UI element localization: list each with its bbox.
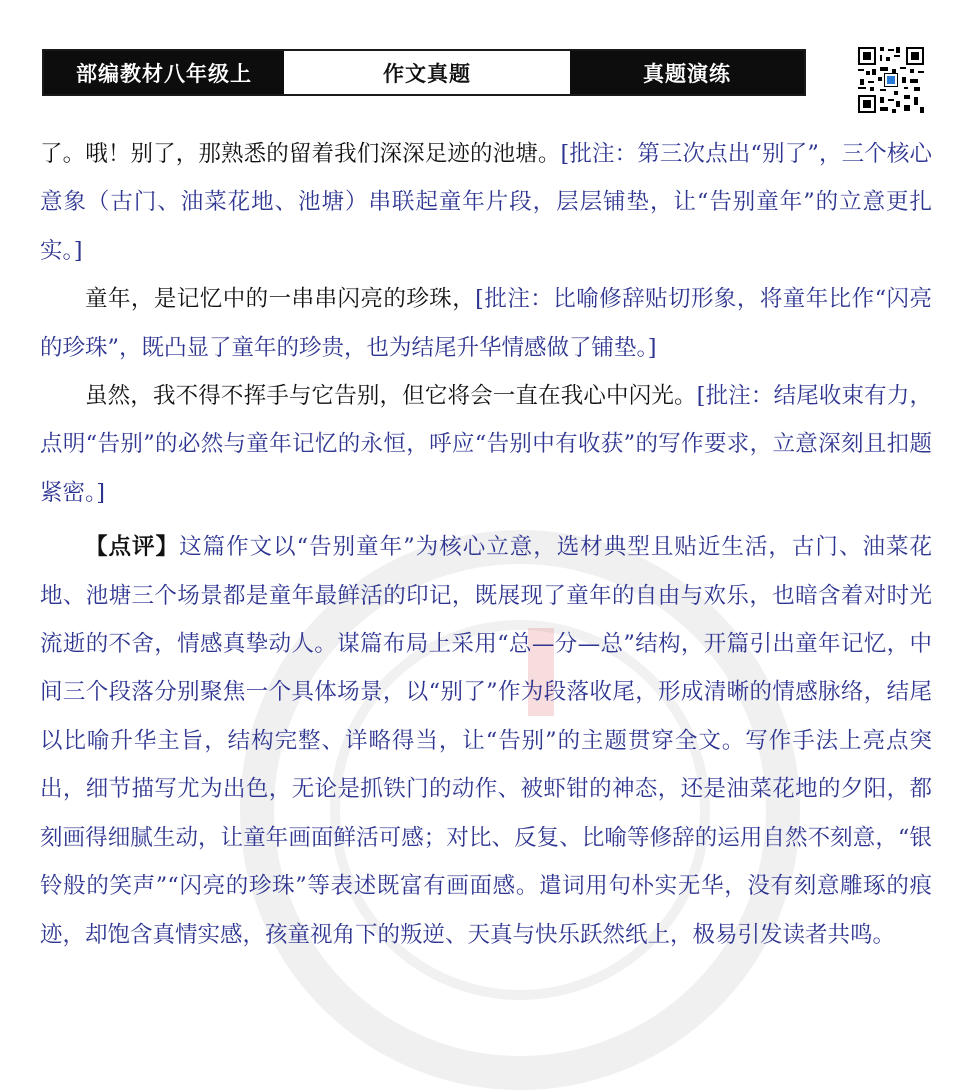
paragraph-2-annotation: [批注：比喻修辞贴切形象，将童年比作“闪亮的珍珠”，既凸显了童年的珍贵，也为结尾升华情感做了铺垫。] [40,286,932,361]
essay-body [40,130,932,959]
header-bar [42,49,806,96]
header-section: 真题演练 [570,51,804,94]
review-text: 这篇作文以“告别童年”为核心立意，选材典型且贴近生活，古门、油菜花地、池塘三个场景都是童年最鲜活的印记，既展现了童年的自由与欢乐，也暗含着对时光流逝的不舍，情感真挚动人。谋篇布局上采用“总—分—总”结构，开篇引出童年记忆，中间三个段落分别聚焦一个具体场景，以“别了”作为段落收尾，形成清晰的情感脉络，结尾以比喻升华主旨，结构完整、详略得当，让“告别”的主题贯穿全文。写作手法上亮点突出，细节描写尤为出色，无论是抓铁门的动作、被虾钳的神态，还是油菜花地的夕阳，都刻画得细腻生动，让童年画面鲜活可感；对比、反复、比喻等修辞的运用自然不刻意，“银铃般的笑声”“闪亮的珍珠”等表述既富有画面感。遣词用句朴实无华，没有刻意雕琢的痕迹，却饱含真情实感，孩童视角下的叛逆、天真与快乐跃然纸上，极易引发读者共鸣。 [40,534,932,948]
paragraph-1-text: 了。哦！别了，那熟悉的留着我们深深足迹的池塘。 [40,141,561,167]
paragraph-1-annotation: [批注：第三次点出“别了”，三个核心意象（古门、油菜花地、池塘）串联起童年片段，层层铺垫，让“告别童年”的立意更扎实。] [40,141,932,264]
review-paragraph [40,523,932,959]
header-title: 作文真题 [284,51,570,94]
paragraph-3-text: 虽然，我不得不挥手与它告别，但它将会一直在我心中闪光。 [85,383,697,410]
paragraph-1 [40,130,932,275]
qr-code-icon[interactable] [856,45,926,115]
paragraph-2 [40,275,932,372]
paragraph-3 [40,372,932,517]
paragraph-3-annotation: [批注：结尾收束有力，点明“告别”的必然与童年记忆的永恒，呼应“告别中有收获”的写作要求，立意深刻且扣题紧密。] [40,383,932,506]
review-label: 【点评】 [85,534,180,561]
paragraph-2-text: 童年，是记忆中的一串串闪亮的珍珠， [85,286,476,313]
header-grade-label: 部编教材八年级上 [44,51,284,94]
